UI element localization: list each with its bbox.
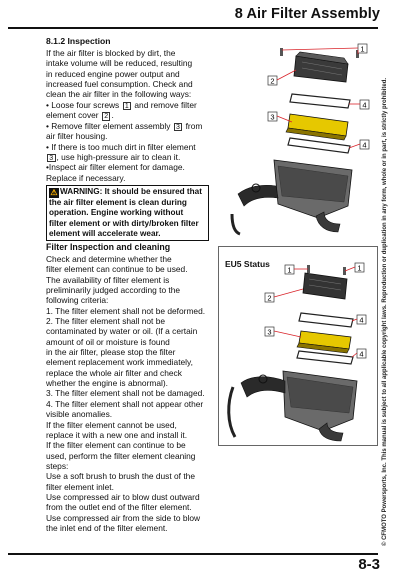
filter-line: Check and determine whether the (46, 254, 172, 264)
inspection-line: clean the air filter in the following ways: (46, 89, 192, 100)
callout-label-4: 4 (362, 100, 367, 110)
step-text: element cover (46, 110, 99, 121)
warning-text: WARNING: It should be ensured that (60, 187, 202, 197)
filter-line: The availability of filter element is (46, 274, 170, 285)
filter-line: whether the engine is abnormal). (46, 378, 168, 389)
eu5-drain-tube (229, 387, 235, 437)
filter-line: If the filter element can continue to be (46, 440, 186, 451)
filter-line: 2. The filter element shall not be (46, 316, 166, 327)
exploded-view-drawing (218, 36, 378, 236)
intake-tube (238, 185, 278, 206)
step-1 (46, 100, 209, 111)
eu5-view-drawing (219, 247, 377, 445)
filter-line: Use a soft brush to brush the dust of the (46, 471, 195, 482)
callout-number: 2 (102, 112, 111, 121)
callout-label-4b: 4 (359, 349, 364, 359)
filter-line: filter element can continue to be used. (46, 264, 188, 275)
filter-line: If the filter element cannot be used, (46, 419, 177, 430)
step-2 (46, 121, 209, 132)
page-title: 8 Air Filter Assembly (234, 6, 380, 22)
filter-line: 3. The filter element shall not be damaged. (46, 388, 205, 399)
step-text: • Loose four screws (46, 99, 120, 110)
callout-label-2: 2 (270, 76, 275, 86)
step-text: . (111, 110, 114, 121)
drain-tube (232, 214, 240, 234)
footer-divider (8, 553, 378, 555)
filter-line: 1. The filter element shall not be deformed. (46, 305, 206, 316)
callout-label-1: 1 (287, 265, 292, 275)
inspection-line: in reduced engine power output and (46, 68, 180, 79)
step-3-cont (46, 152, 209, 163)
filter-cleaning-heading: Filter Inspection and cleaning (46, 242, 171, 252)
page-number: 8-3 (358, 556, 380, 573)
filter-line: replace it with a new one and install it. (46, 429, 188, 440)
filter-line: in the air filter, please stop the filter (46, 347, 176, 358)
filter-line: Use compressed air from the side to blow (46, 512, 201, 523)
eu5-exploded-diagram (218, 246, 378, 446)
outlet-hose (316, 212, 340, 232)
callout-leader (274, 289, 303, 297)
filter-line: element replacement work immediately, (46, 357, 193, 368)
inspection-heading: 8.1.2 Inspection (46, 36, 111, 46)
step-4-cont: Replace if necessary. (46, 172, 126, 183)
filter-line: preliminarily judged according to the (46, 285, 181, 296)
callout-label-3: 3 (267, 327, 272, 337)
warning-line (49, 187, 206, 198)
callout-label-1b: 1 (357, 263, 362, 273)
filter-line: 4. The filter element shall not appear other (46, 398, 204, 409)
filter-line: visible anomalies. (46, 409, 113, 420)
filter-line: contaminated by water or oil. (If a certain (46, 326, 198, 337)
step-text: • Remove filter element assembly (46, 120, 171, 131)
filter-line: from the outlet end of the filter element. (46, 502, 192, 513)
header-divider (8, 27, 378, 29)
warning-icon: ⚠ (50, 188, 58, 198)
step-text: , use high-pressure air to clean it. (56, 151, 181, 162)
callout-number: 3 (47, 154, 56, 163)
filter-line: used, perform the filter element cleaning (46, 450, 196, 461)
warning-box (46, 185, 209, 241)
filter-line: amount of oil or moisture is found (46, 336, 170, 347)
warning-line: element will accelerate wear. (49, 228, 161, 238)
callout-label-4: 4 (359, 315, 364, 325)
callout-label-2: 2 (267, 293, 272, 303)
filter-line: replace the whole air filter and check (46, 367, 182, 378)
filter-line: steps: (46, 460, 69, 471)
step-text: and remove filter (134, 99, 197, 110)
callout-label-1: 1 (360, 44, 365, 54)
callout-leader (345, 267, 355, 271)
callout-number: 3 (174, 123, 183, 132)
step-2-cont: air filter housing. (46, 131, 108, 142)
filter-cleaning-section (46, 242, 212, 533)
inspection-section (46, 36, 209, 241)
callout-label-3: 3 (270, 112, 275, 122)
filter-line: following criteria: (46, 295, 109, 306)
callout-label-4b: 4 (362, 140, 367, 150)
eu5-filter-cover (303, 273, 347, 299)
step-3: • If there is too much dirt in filter element (46, 141, 196, 152)
eu5-status-label: EU5 Status (225, 259, 270, 269)
step-text: from (185, 120, 203, 131)
step-1-cont (46, 110, 209, 121)
air-filter-exploded-diagram (218, 36, 378, 236)
eu5-gasket-ring (299, 313, 353, 327)
eu5-intake-tube (241, 377, 285, 397)
inspection-line: intake volume will be reduced, resulting (46, 58, 193, 69)
callout-leader (349, 144, 360, 148)
housing-seal (288, 138, 350, 153)
filter-line: filter element inlet. (46, 481, 114, 492)
callout-number: 1 (123, 102, 132, 111)
inspection-body (46, 48, 209, 183)
filter-line: the inlet end of the filter element. (46, 522, 168, 533)
filter-line: Use compressed air to blow dust outward (46, 491, 200, 502)
inspection-line: increased fuel consumption. Check and (46, 79, 193, 90)
gasket-ring (290, 94, 350, 108)
copyright-notice: © CFMOTO Powersports, Inc. This manual is subject to all applicable copyright laws. Reproduction or duplication in any form, whole or in part, is strictly prohibited. (382, 77, 388, 546)
warning-line: the air filter element is clean during (49, 198, 187, 208)
warning-line: operation. Engine working without (49, 208, 184, 218)
callout-leader (282, 48, 358, 50)
inspection-line: If the air filter is blocked by dirt, the (46, 48, 176, 58)
step-4: •Inspect air filter element for damage. (46, 162, 185, 173)
callout-leader (277, 70, 296, 80)
callout-leader (274, 331, 301, 337)
screw (280, 48, 283, 56)
filter-cleaning-body (46, 254, 212, 533)
callout-leader (352, 353, 357, 357)
warning-line: filter element or with dirty/broken filter (49, 218, 199, 228)
